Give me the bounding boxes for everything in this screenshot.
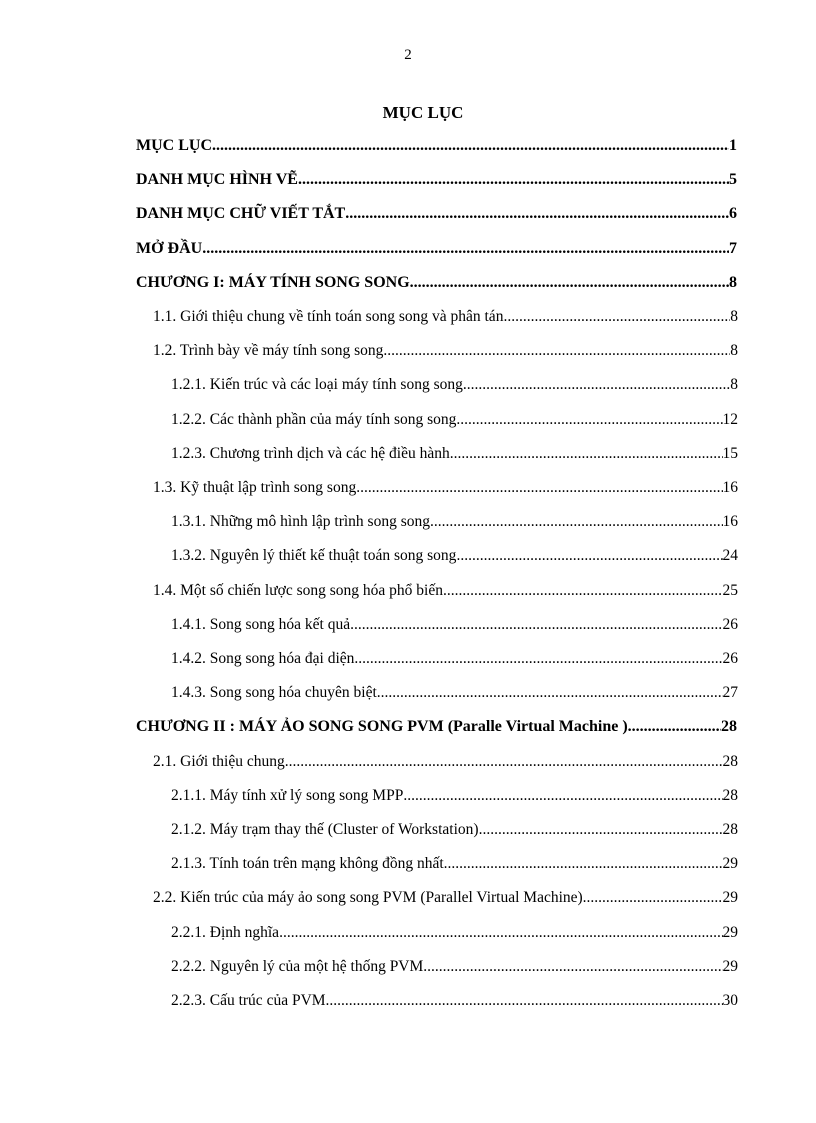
toc-entry[interactable]	[171, 681, 738, 705]
page-number: 2	[404, 47, 412, 63]
toc-dot-leader	[326, 989, 723, 1013]
toc-entry-title: 1.3. Kỹ thuật lập trình song song	[153, 479, 357, 496]
toc-entry[interactable]	[136, 202, 737, 226]
toc-entry-title: 1.4. Một số chiến lược song song hóa phổ biến	[153, 581, 443, 599]
toc-dot-leader	[350, 613, 722, 637]
toc-dot-leader	[383, 339, 730, 363]
toc-entry-page: 12	[722, 410, 738, 428]
toc-dot-leader	[423, 955, 722, 979]
toc-entry-page: 15	[722, 444, 738, 462]
toc-dot-leader	[628, 715, 721, 739]
toc-entry[interactable]	[171, 442, 738, 466]
toc-dot-leader	[583, 886, 723, 910]
toc-entry-title: CHƯƠNG I: MÁY TÍNH SONG SONG	[136, 273, 410, 291]
toc-entry[interactable]	[171, 955, 738, 979]
toc-dot-leader	[285, 750, 723, 774]
toc-entry-page: 5	[729, 171, 737, 189]
toc-entry-page: 27	[722, 684, 738, 702]
toc-title: MỤC LỤC	[382, 103, 464, 122]
toc-entry-page: 24	[722, 547, 738, 565]
toc-dot-leader	[456, 408, 722, 432]
toc-entry-page: 26	[722, 615, 738, 633]
toc-entry[interactable]	[136, 715, 737, 739]
toc-entry-page: 1	[729, 137, 737, 154]
toc-entry[interactable]	[171, 544, 738, 568]
toc-dot-leader	[463, 373, 730, 397]
toc-entry-page: 26	[722, 650, 738, 667]
toc-entry[interactable]	[171, 784, 738, 808]
toc-entry-page: 29	[722, 855, 738, 873]
toc-entry-title: 1.4.3. Song song hóa chuyên biệt	[171, 684, 377, 702]
toc-entry-title: CHƯƠNG II : MÁY ẢO SONG SONG PVM (Paralle Virtual Machine )	[136, 718, 628, 736]
toc-entry-page: 16	[722, 479, 738, 496]
toc-dot-leader	[443, 579, 723, 603]
toc-entry-page: 29	[722, 923, 738, 941]
toc-entry-page: 28	[722, 821, 738, 838]
toc-dot-leader	[450, 442, 723, 466]
toc-entry-page: 7	[729, 239, 737, 257]
toc-entry[interactable]	[171, 989, 738, 1013]
toc-entry[interactable]	[171, 647, 738, 671]
toc-dot-leader	[503, 305, 730, 329]
toc-dot-leader	[202, 237, 729, 261]
toc-entry-page: 28	[722, 752, 738, 770]
toc-dot-leader	[456, 544, 722, 568]
toc-entry-title: 2.1.1. Máy tính xử lý song song MPP	[171, 786, 404, 804]
toc-entry[interactable]	[153, 305, 738, 329]
toc-dot-leader	[410, 271, 729, 295]
toc-entry-page: 30	[722, 992, 738, 1009]
toc-entry[interactable]	[171, 852, 738, 876]
toc-entry-page: 28	[722, 786, 738, 804]
toc-entry-page: 29	[722, 957, 738, 975]
toc-dot-leader	[354, 647, 722, 671]
toc-entry-title: 1.4.1. Song song hóa kết quả	[171, 615, 351, 633]
toc-entry-title: 1.3.1. Những mô hình lập trình song song	[171, 513, 430, 531]
toc-entry-title: DANH MỤC CHỮ VIẾT TẮT	[136, 205, 346, 223]
toc-entry-title: 1.2.1. Kiến trúc và các loại máy tính song song	[171, 376, 463, 394]
toc-entry-page: 8	[730, 308, 738, 325]
toc-entry[interactable]	[153, 886, 738, 910]
toc-entry-page: 29	[722, 889, 738, 907]
toc-entry-title: 1.4.2. Song song hóa đại diện	[171, 650, 355, 667]
toc-entry-page: 8	[730, 342, 738, 360]
toc-entry-page: 25	[722, 581, 738, 599]
toc-entry-title: 1.2. Trình bày về máy tính song song	[153, 342, 384, 360]
toc-entry[interactable]	[171, 613, 738, 637]
toc-entry[interactable]	[153, 579, 738, 603]
toc-entry-title: 2.1. Giới thiệu chung	[153, 752, 285, 770]
toc-entry-title: 2.1.2. Máy trạm thay thế (Cluster of Workstation)	[171, 821, 479, 838]
toc-dot-leader	[444, 852, 723, 876]
toc-entry-page: 16	[722, 513, 738, 531]
toc-entry-title: MỤC LỤC	[136, 137, 212, 154]
toc-entry-title: 1.2.3. Chương trình dịch và các hệ điều hành	[171, 444, 450, 462]
toc-entry-page: 28	[721, 718, 737, 736]
toc-entry-page: 6	[729, 205, 737, 223]
toc-dot-leader	[377, 681, 723, 705]
toc-entry[interactable]	[171, 408, 738, 432]
toc-entry[interactable]	[136, 271, 737, 295]
toc-entry-title: 2.2.1. Định nghĩa	[171, 923, 280, 941]
toc-entry[interactable]	[136, 134, 737, 158]
toc-entry[interactable]	[171, 818, 738, 842]
toc-entry[interactable]	[171, 373, 738, 397]
toc-dot-leader	[298, 168, 729, 192]
toc-entry[interactable]	[136, 237, 737, 261]
toc-entry[interactable]	[153, 339, 738, 363]
toc-dot-leader	[356, 476, 722, 500]
toc-entry[interactable]	[153, 750, 738, 774]
toc-dot-leader	[430, 510, 723, 534]
toc-entry[interactable]	[171, 921, 738, 945]
toc-entry-title: 1.2.2. Các thành phần của máy tính song song	[171, 410, 457, 428]
toc-entry-page: 8	[730, 376, 738, 394]
toc-dot-leader	[212, 134, 729, 158]
toc-entry[interactable]	[136, 168, 737, 192]
toc-entry-title: 2.1.3. Tính toán trên mạng không đồng nhất	[171, 855, 444, 873]
toc-dot-leader	[403, 784, 722, 808]
toc-entry-title: MỞ ĐẦU	[136, 239, 203, 257]
toc-dot-leader	[279, 921, 722, 945]
toc-entry[interactable]	[171, 510, 738, 534]
toc-entry-page: 8	[729, 273, 737, 291]
toc-entry-title: DANH MỤC HÌNH VẼ	[136, 171, 298, 189]
toc-entry-title: 1.1. Giới thiệu chung về tính toán song song và phân tán	[153, 308, 504, 325]
toc-entry-title: 1.3.2. Nguyên lý thiết kế thuật toán song song	[171, 547, 457, 565]
toc-dot-leader	[345, 202, 729, 226]
toc-entry-title: 2.2. Kiến trúc của máy ảo song song PVM (Parallel Virtual Machine)	[153, 889, 583, 907]
toc-entry-title: 2.2.2. Nguyên lý của một hệ thống PVM	[171, 957, 424, 975]
toc-entry[interactable]	[153, 476, 738, 500]
toc-entry-title: 2.2.3. Cấu trúc của PVM	[171, 992, 326, 1009]
toc-dot-leader	[479, 818, 723, 842]
